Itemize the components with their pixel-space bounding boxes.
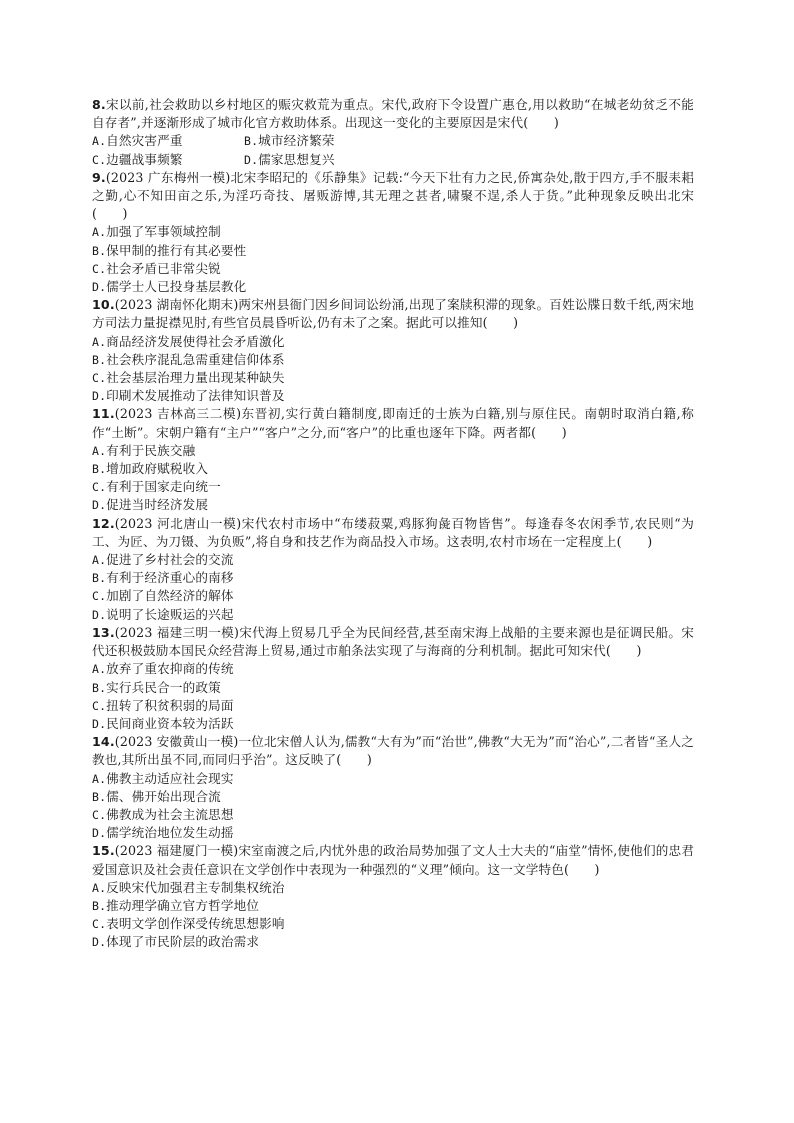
question-number: 11. (92, 406, 115, 422)
option-letter: C. (92, 917, 107, 932)
option-text: 边疆战事频繁 (106, 151, 183, 167)
option-letter: D. (92, 280, 107, 295)
option-d (92, 824, 694, 842)
option-d (92, 278, 694, 296)
option-letter: C. (92, 807, 107, 822)
option-c (92, 697, 694, 715)
option-text: 印刷术发展推动了法律知识普及 (106, 388, 285, 404)
option-c (92, 260, 694, 278)
option-text: 促进了乡村社会的交流 (106, 552, 234, 568)
option-letter: A. (92, 662, 107, 677)
option-d (92, 606, 694, 624)
option-text: 说明了长途贩运的兴起 (106, 606, 234, 622)
question-10 (92, 296, 694, 405)
question-number: 12. (92, 515, 115, 531)
question-text (92, 96, 694, 132)
option-d (92, 933, 694, 951)
option-a (92, 551, 694, 569)
option-c (92, 915, 694, 933)
question-15 (92, 842, 694, 951)
option-letter: B. (244, 134, 259, 149)
question-stem: (2023 湖南怀化期末)两宋州县衙门因乡间词讼纷涌,出现了案牍积滞的现象。百姓讼牒日数千纸,两宋地方司法力量捉襟见肘,有些官员晨昏听讼,仍有未了之案。据此可以推知( ) (92, 297, 694, 331)
option-text: 佛教主动适应社会现实 (106, 770, 234, 786)
option-text: 扭转了积贫积弱的局面 (106, 697, 234, 713)
question-text (92, 405, 694, 441)
option-text: 儒学士人已投身基层教化 (106, 279, 247, 295)
option-letter: B. (92, 243, 107, 258)
question-stem: (2023 河北唐山一模)宋代农村市场中“布缕菽粟,鸡豚狗彘百物皆售”。每逢春冬农闲季节,农民则“为工、为匠、为刀镊、为负贩”,将自身和技艺作为商品投入市场。这表明,农村市场在一定程度上( ) (92, 515, 694, 549)
option-letter: A. (92, 225, 107, 240)
question-text (92, 169, 694, 224)
question-9 (92, 169, 694, 296)
question-12 (92, 515, 694, 624)
option-letter: D. (92, 716, 107, 731)
question-number: 9. (92, 169, 106, 185)
option-letter: C. (92, 152, 107, 167)
option-letter: D. (244, 152, 259, 167)
option-b (92, 788, 694, 806)
option-text: 反映宋代加强君主专制集权统治 (106, 879, 285, 895)
option-letter: C. (92, 261, 107, 276)
question-text (92, 296, 694, 332)
option-letter: B. (92, 352, 107, 367)
option-letter: B. (92, 789, 107, 804)
option-text: 社会矛盾已非常尖锐 (106, 260, 221, 276)
option-text: 儒家思想复兴 (258, 151, 335, 167)
option-text: 加剧了自然经济的解体 (106, 588, 234, 604)
option-letter: A. (92, 443, 107, 458)
option-letter: A. (92, 880, 107, 895)
question-8 (92, 96, 694, 169)
option-c (92, 151, 244, 169)
question-stem: (2023 安徽黄山一模)一位北宋僧人认为,儒教“大有为”而“治世”,佛教“大无为”而“治心”,二者皆“圣人之教也,其所出虽不同,而同归乎治”。这反映了( ) (92, 734, 694, 768)
option-text: 增加政府赋税收入 (106, 461, 209, 477)
option-letter: C. (92, 589, 107, 604)
option-b (92, 679, 694, 697)
option-letter: B. (92, 462, 107, 477)
option-letter: B. (92, 898, 107, 913)
option-d (92, 715, 694, 733)
option-text: 佛教成为社会主流思想 (106, 806, 234, 822)
option-text: 商品经济发展使得社会矛盾激化 (106, 333, 285, 349)
option-text: 有利于民族交融 (106, 442, 196, 458)
question-number: 10. (92, 297, 115, 313)
option-a (92, 333, 694, 351)
option-letter: D. (92, 826, 107, 841)
option-c (92, 587, 694, 605)
option-letter: C. (92, 371, 107, 386)
question-page (92, 96, 694, 952)
option-text: 社会秩序混乱急需重建信仰体系 (106, 351, 285, 367)
question-number: 13. (92, 624, 115, 640)
question-13 (92, 624, 694, 733)
option-b (92, 242, 694, 260)
question-number: 8. (92, 97, 106, 112)
option-b (92, 897, 694, 915)
option-text: 城市经济繁荣 (258, 133, 335, 149)
option-d (244, 151, 396, 169)
option-d (92, 387, 694, 405)
option-text: 自然灾害严重 (106, 133, 183, 149)
question-text (92, 624, 694, 660)
option-b (92, 460, 694, 478)
option-text: 加强了军事领域控制 (106, 224, 221, 240)
option-text: 有利于经济重心的南移 (106, 570, 234, 586)
option-c (92, 478, 694, 496)
option-b (92, 351, 694, 369)
question-stem: (2023 广东梅州一模)北宋李昭玘的《乐静集》记载:“今天下壮有力之民,侨寓杂处,散于四方,手不服耒耜之勤,心不知田亩之乐,为淫巧奇技、屠贩游博,其无理之甚者,啸聚不逞,杀人于货。”此种现象反映出北宋( ) (92, 169, 694, 222)
option-text: 实行兵民合一的政策 (106, 679, 221, 695)
option-letter: A. (92, 334, 107, 349)
option-letter: B. (92, 571, 107, 586)
option-c (92, 369, 694, 387)
option-b (244, 132, 396, 150)
option-letter: A. (92, 771, 107, 786)
option-a (92, 442, 694, 460)
option-c (92, 806, 694, 824)
option-d (92, 496, 694, 514)
question-11 (92, 405, 694, 514)
option-letter: D. (92, 607, 107, 622)
option-a (92, 770, 694, 788)
option-letter: D. (92, 935, 107, 950)
option-text: 社会基层治理力量出现某种缺失 (106, 370, 285, 386)
option-text: 保甲制的推行有其必要性 (106, 242, 247, 258)
option-text: 儒学统治地位发生动摇 (106, 825, 234, 841)
option-a (92, 223, 694, 241)
option-text: 表明文学创作深受传统思想影响 (106, 916, 285, 932)
question-text (92, 733, 694, 769)
option-letter: D. (92, 389, 107, 404)
question-stem: (2023 吉林高三二模)东晋初,实行黄白籍制度,即南迁的士族为白籍,别与原住民。南朝时取消白籍,称作“土断”。宋朝户籍有“主户”“客户”之分,而“客户”的比重也逐年下降。两者都( ) (92, 406, 694, 440)
question-number: 14. (92, 734, 115, 750)
option-a (92, 660, 694, 678)
option-text: 有利于国家走向统一 (106, 479, 221, 495)
option-b (92, 569, 694, 587)
question-number: 15. (92, 843, 115, 859)
option-letter: A. (92, 553, 107, 568)
option-row (92, 151, 694, 169)
option-letter: C. (92, 480, 107, 495)
option-row (92, 132, 694, 150)
question-text (92, 842, 694, 878)
option-text: 体现了市民阶层的政治需求 (106, 934, 260, 950)
question-stem: (2023 福建厦门一模)宋室南渡之后,内忧外患的政治局势加强了文人士大夫的“庙堂”情怀,使他们的忠君爱国意识及社会责任意识在文学创作中表现为一种强烈的“义理”倾向。这一文学特色( ) (92, 843, 694, 877)
option-text: 民间商业资本较为活跃 (106, 715, 234, 731)
option-letter: B. (92, 680, 107, 695)
question-text (92, 515, 694, 551)
question-stem: (2023 福建三明一模)宋代海上贸易几乎全为民间经营,甚至南宋海上战船的主要来源也是征调民船。宋代还积极鼓励本国民众经营海上贸易,通过市舶条法实现了与海商的分利机制。据此可知宋代( ) (92, 624, 694, 659)
option-letter: C. (92, 698, 107, 713)
option-text: 放弃了重农抑商的传统 (106, 661, 234, 677)
question-14 (92, 733, 694, 842)
option-a (92, 132, 244, 150)
option-letter: A. (92, 134, 107, 149)
option-text: 儒、佛开始出现合流 (106, 788, 221, 804)
option-text: 促进当时经济发展 (106, 497, 209, 513)
option-a (92, 879, 694, 897)
option-text: 推动理学确立官方哲学地位 (106, 897, 260, 913)
option-letter: D. (92, 498, 107, 513)
question-stem: 宋以前,社会救助以乡村地区的赈灾救荒为重点。宋代,政府下令设置广惠仓,用以救助“在城老幼贫乏不能自存者”,并逐渐形成了城市化官方救助体系。出现这一变化的主要原因是宋代( ) (92, 97, 694, 131)
